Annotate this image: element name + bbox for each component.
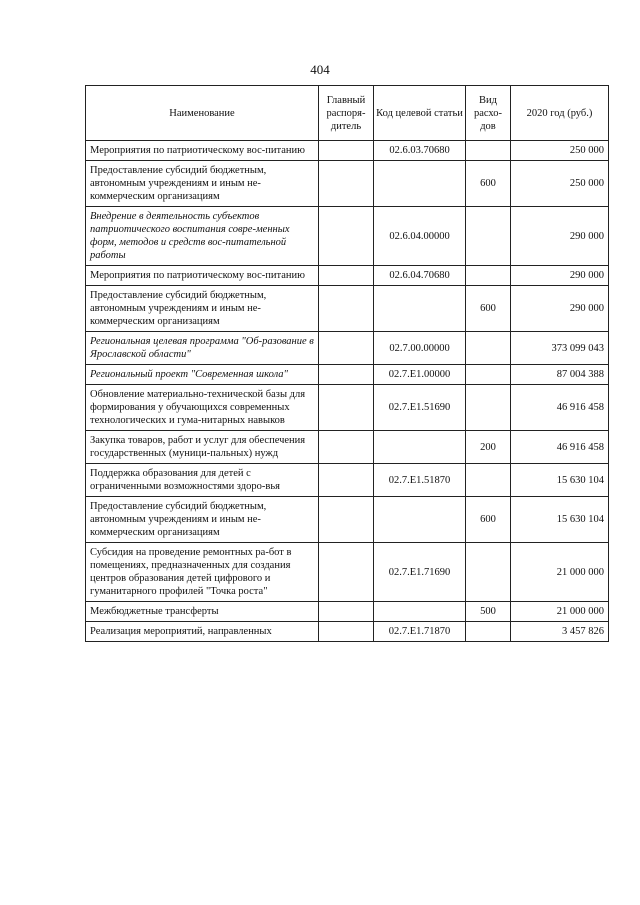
table-row [86, 543, 609, 602]
row-admin-cell [319, 332, 374, 365]
row-type-cell [466, 464, 511, 497]
table-body [86, 141, 609, 642]
row-type-cell [466, 543, 511, 602]
row-admin-cell [319, 543, 374, 602]
row-sum-cell: 87 004 388 [511, 365, 609, 385]
row-sum-cell: 15 630 104 [511, 464, 609, 497]
row-code-cell [374, 286, 466, 332]
row-name-cell: Мероприятия по патриотическому вос-питанию [86, 266, 319, 286]
table-header [86, 86, 609, 141]
table-row [86, 622, 609, 642]
row-code-cell [374, 161, 466, 207]
row-type-cell [466, 266, 511, 286]
row-admin-cell [319, 602, 374, 622]
row-admin-cell [319, 622, 374, 642]
row-admin-cell [319, 141, 374, 161]
row-sum-cell: 290 000 [511, 207, 609, 266]
row-name-cell: Обновление материально-технической базы для формирования у обучающихся современных технологических и гума-нитарных навыков [86, 385, 319, 431]
row-type-cell [466, 141, 511, 161]
row-sum-cell: 250 000 [511, 141, 609, 161]
row-type-cell [466, 332, 511, 365]
table-row [86, 431, 609, 464]
row-sum-cell: 290 000 [511, 266, 609, 286]
row-sum-cell: 373 099 043 [511, 332, 609, 365]
row-name-cell: Предоставление субсидий бюджетным, автономным учреждениям и иным не-коммерческим организациям [86, 161, 319, 207]
table-row [86, 602, 609, 622]
table-row [86, 207, 609, 266]
row-code-cell: 02.7.E1.51870 [374, 464, 466, 497]
header-type: Вид расхо-дов [466, 86, 511, 141]
row-sum-cell: 46 916 458 [511, 431, 609, 464]
row-admin-cell [319, 161, 374, 207]
page-number: 404 [310, 62, 330, 77]
row-name-cell: Поддержка образования для детей с ограниченными возможностями здоро-вья [86, 464, 319, 497]
row-code-cell [374, 431, 466, 464]
header-admin: Главный распоря-дитель [319, 86, 374, 141]
row-sum-cell: 3 457 826 [511, 622, 609, 642]
row-name-cell: Субсидия на проведение ремонтных ра-бот в помещениях, предназначенных для создания центров образования детей цифрового и гуманитарного профилей "Точка роста" [86, 543, 319, 602]
row-type-cell [466, 622, 511, 642]
row-code-cell: 02.7.E1.00000 [374, 365, 466, 385]
table-row [86, 365, 609, 385]
row-code-cell: 02.6.04.70680 [374, 266, 466, 286]
row-name-cell: Реализация мероприятий, направленных [86, 622, 319, 642]
row-admin-cell [319, 497, 374, 543]
row-sum-cell: 21 000 000 [511, 543, 609, 602]
table-row [86, 266, 609, 286]
row-name-cell: Предоставление субсидий бюджетным, автономным учреждениям и иным не-коммерческим организациям [86, 497, 319, 543]
row-name-cell: Предоставление субсидий бюджетным, автономным учреждениям и иным не-коммерческим организациям [86, 286, 319, 332]
table-row [86, 385, 609, 431]
row-admin-cell [319, 385, 374, 431]
row-name-cell: Региональная целевая программа "Об-разование в Ярославской области" [86, 332, 319, 365]
header-row [86, 86, 609, 141]
table-row [86, 161, 609, 207]
header-name: Наименование [86, 86, 319, 141]
row-type-cell: 600 [466, 161, 511, 207]
row-type-cell: 600 [466, 497, 511, 543]
row-type-cell [466, 207, 511, 266]
row-name-cell: Региональный проект "Современная школа" [86, 365, 319, 385]
row-type-cell: 500 [466, 602, 511, 622]
row-type-cell [466, 365, 511, 385]
row-code-cell: 02.6.03.70680 [374, 141, 466, 161]
row-admin-cell [319, 207, 374, 266]
row-code-cell [374, 602, 466, 622]
row-admin-cell [319, 464, 374, 497]
row-type-cell: 200 [466, 431, 511, 464]
row-code-cell: 02.7.E1.71870 [374, 622, 466, 642]
table-row [86, 286, 609, 332]
row-admin-cell [319, 431, 374, 464]
row-sum-cell: 250 000 [511, 161, 609, 207]
row-code-cell: 02.7.E1.71690 [374, 543, 466, 602]
row-type-cell: 600 [466, 286, 511, 332]
table-row [86, 141, 609, 161]
row-sum-cell: 21 000 000 [511, 602, 609, 622]
row-sum-cell: 15 630 104 [511, 497, 609, 543]
row-name-cell: Внедрение в деятельность субъектов патриотического воспитания совре-менных форм, методов и средств вос-питательной работы [86, 207, 319, 266]
row-admin-cell [319, 365, 374, 385]
row-code-cell: 02.7.E1.51690 [374, 385, 466, 431]
row-name-cell: Закупка товаров, работ и услуг для обеспечения государственных (муници-пальных) нужд [86, 431, 319, 464]
row-name-cell: Межбюджетные трансферты [86, 602, 319, 622]
row-admin-cell [319, 266, 374, 286]
row-type-cell [466, 385, 511, 431]
budget-table [85, 85, 609, 642]
row-code-cell: 02.7.00.00000 [374, 332, 466, 365]
row-code-cell [374, 497, 466, 543]
table-row [86, 464, 609, 497]
header-code: Код целевой статьи [374, 86, 466, 141]
row-sum-cell: 290 000 [511, 286, 609, 332]
header-sum: 2020 год (руб.) [511, 86, 609, 141]
table-row [86, 497, 609, 543]
table-row [86, 332, 609, 365]
row-name-cell: Мероприятия по патриотическому вос-питанию [86, 141, 319, 161]
row-admin-cell [319, 286, 374, 332]
row-sum-cell: 46 916 458 [511, 385, 609, 431]
row-code-cell: 02.6.04.00000 [374, 207, 466, 266]
